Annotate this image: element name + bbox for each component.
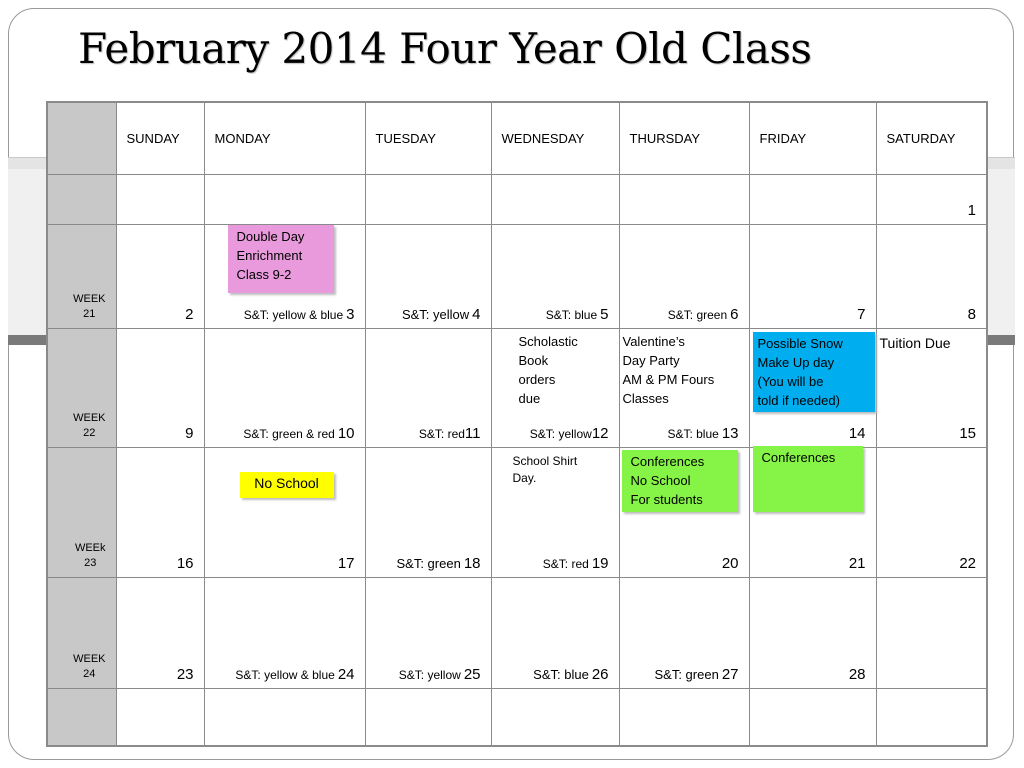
week-label-cell bbox=[47, 174, 116, 224]
day-cell bbox=[204, 688, 365, 746]
decor-panel-left bbox=[8, 169, 48, 337]
header-thursday: THURSDAY bbox=[619, 102, 749, 174]
day-cell bbox=[619, 224, 749, 328]
day-number: S&T: red11 bbox=[418, 424, 481, 442]
school-shirt-note: School Shirt Day. bbox=[512, 453, 578, 485]
double-day-event: Double Day Enrichment Class 9-2 bbox=[228, 225, 334, 293]
day-number: 7 bbox=[857, 305, 866, 323]
tuition-note: Tuition Due bbox=[879, 334, 951, 351]
day-number: S&T: red 19 bbox=[542, 554, 609, 572]
day-cell bbox=[749, 174, 876, 224]
day-number: S&T: yellow 25 bbox=[398, 665, 481, 683]
decor-panel-right bbox=[986, 169, 1015, 337]
page-title: February 2014 Four Year Old Class bbox=[78, 24, 812, 73]
week-label-cell bbox=[47, 328, 116, 447]
day-cell bbox=[365, 224, 491, 328]
day-cell bbox=[749, 688, 876, 746]
day-cell bbox=[491, 577, 619, 688]
day-cell bbox=[876, 224, 987, 328]
day-number: 21 bbox=[848, 554, 866, 572]
day-cell bbox=[365, 328, 491, 447]
day-cell bbox=[749, 328, 876, 447]
day-cell bbox=[749, 224, 876, 328]
week-label: WEEk 23 bbox=[74, 541, 106, 569]
conferences-event: Conferences bbox=[753, 446, 863, 512]
week-label: WEEK 22 bbox=[73, 411, 106, 439]
day-number: S&T: green 6 bbox=[667, 305, 739, 323]
day-cell bbox=[876, 447, 987, 577]
day-number: 9 bbox=[185, 424, 194, 442]
day-number: S&T: yellow 4 bbox=[401, 305, 481, 323]
week-label: WEEK 21 bbox=[73, 292, 106, 320]
day-number: 20 bbox=[721, 554, 739, 572]
day-cell bbox=[491, 688, 619, 746]
header-wednesday: WEDNESDAY bbox=[491, 102, 619, 174]
day-number: 8 bbox=[967, 305, 976, 323]
day-number: 1 bbox=[967, 201, 976, 219]
day-number: S&T: yellow & blue 24 bbox=[235, 665, 355, 683]
week-row-23 bbox=[47, 447, 987, 577]
day-number: S&T: green 27 bbox=[654, 665, 739, 683]
header-friday: FRIDAY bbox=[749, 102, 876, 174]
day-cell bbox=[876, 328, 987, 447]
day-cell bbox=[204, 447, 365, 577]
day-cell bbox=[491, 224, 619, 328]
day-number: S&T: yellow & blue 3 bbox=[243, 305, 355, 323]
day-number: 17 bbox=[337, 554, 355, 572]
day-number: 16 bbox=[176, 554, 194, 572]
day-cell bbox=[749, 577, 876, 688]
day-cell bbox=[876, 688, 987, 746]
header-week-col bbox=[47, 102, 116, 174]
week-row-empty bbox=[47, 688, 987, 746]
day-number: S&T: green 18 bbox=[396, 554, 481, 572]
day-cell bbox=[876, 174, 987, 224]
header-monday: MONDAY bbox=[204, 102, 365, 174]
day-cell bbox=[365, 688, 491, 746]
week-label: WEEK 24 bbox=[73, 652, 106, 680]
day-cell bbox=[204, 328, 365, 447]
day-cell bbox=[365, 174, 491, 224]
scholastic-note: Scholastic Book orders due bbox=[518, 333, 578, 406]
valentines-note: Valentine’s Day Party AM & PM Fours Classes bbox=[622, 333, 715, 406]
day-cell bbox=[619, 688, 749, 746]
header-tuesday: TUESDAY bbox=[365, 102, 491, 174]
week-label-cell bbox=[47, 577, 116, 688]
day-number: 23 bbox=[176, 665, 194, 683]
day-cell bbox=[365, 447, 491, 577]
day-number: S&T: blue 26 bbox=[533, 665, 609, 683]
day-cell bbox=[204, 174, 365, 224]
day-cell bbox=[116, 224, 204, 328]
day-number: S&T: yellow12 bbox=[529, 424, 609, 442]
week-label-cell bbox=[47, 688, 116, 746]
day-cell bbox=[204, 577, 365, 688]
week-row-22 bbox=[47, 328, 987, 447]
day-cell bbox=[876, 577, 987, 688]
header-saturday: SATURDAY bbox=[876, 102, 987, 174]
snow-makeup-event: Possible Snow Make Up day (You will be told if needed) bbox=[753, 332, 875, 412]
day-cell bbox=[491, 174, 619, 224]
day-cell bbox=[619, 577, 749, 688]
day-cell bbox=[116, 688, 204, 746]
calendar-table bbox=[46, 101, 988, 747]
header-row bbox=[47, 102, 987, 174]
day-cell bbox=[619, 174, 749, 224]
day-number: 15 bbox=[959, 424, 976, 442]
day-cell bbox=[204, 224, 365, 328]
day-number: S&T: blue 5 bbox=[545, 305, 609, 323]
conferences-no-school-event: Conferences No School For students bbox=[622, 450, 738, 512]
week-label-cell bbox=[47, 224, 116, 328]
day-cell bbox=[116, 577, 204, 688]
day-cell bbox=[365, 577, 491, 688]
day-cell bbox=[491, 447, 619, 577]
week-row-24 bbox=[47, 577, 987, 688]
day-number: 2 bbox=[185, 305, 194, 323]
week-label-cell bbox=[47, 447, 116, 577]
day-cell bbox=[491, 328, 619, 447]
day-cell bbox=[619, 447, 749, 577]
header-sunday: SUNDAY bbox=[116, 102, 204, 174]
week-row-0 bbox=[47, 174, 987, 224]
day-cell bbox=[116, 328, 204, 447]
decor-stripe-left bbox=[8, 335, 48, 345]
day-cell bbox=[619, 328, 749, 447]
week-row-21 bbox=[47, 224, 987, 328]
day-number: S&T: green & red 10 bbox=[243, 424, 355, 442]
day-number: 14 bbox=[848, 424, 866, 442]
day-cell bbox=[116, 174, 204, 224]
day-number: S&T: blue 13 bbox=[667, 424, 739, 442]
day-cell bbox=[116, 447, 204, 577]
decor-stripe-right bbox=[986, 335, 1015, 345]
no-school-event: No School bbox=[240, 472, 334, 498]
day-number: 28 bbox=[848, 665, 866, 683]
day-number: 22 bbox=[959, 554, 976, 572]
day-cell bbox=[749, 447, 876, 577]
